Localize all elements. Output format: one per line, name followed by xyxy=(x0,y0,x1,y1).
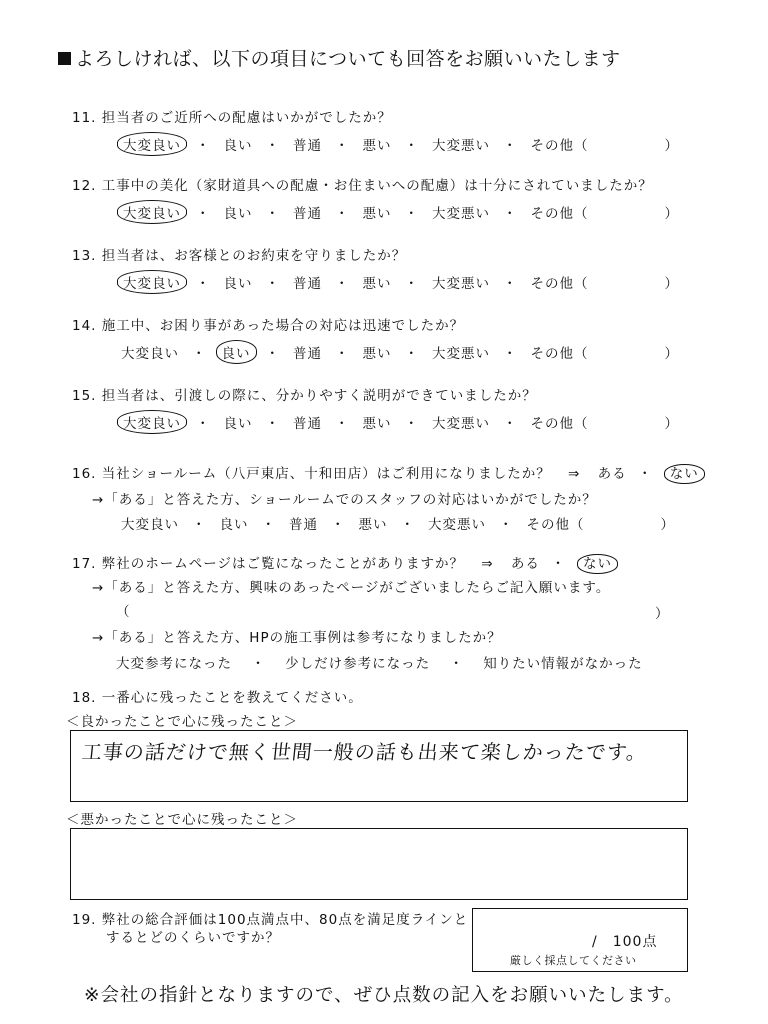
q14-option-5[interactable]: 大変悪い xyxy=(432,346,490,362)
separator-dot: ・ xyxy=(265,276,280,292)
question-15: 15. 担当者は、引渡しの際に、分かりやすく説明ができていましたか？ xyxy=(72,388,537,404)
separator-dot: ・ xyxy=(404,416,419,432)
q13-other-close: ） xyxy=(664,276,679,292)
q14-options xyxy=(117,340,679,364)
q15-options xyxy=(117,410,679,434)
page-title: よろしければ、以下の項目についても回答をお願いいたします xyxy=(58,44,621,71)
separator-dot: ・ xyxy=(335,346,350,362)
separator-dot: ・ xyxy=(192,346,207,362)
q16-option-1[interactable]: 大変良い xyxy=(121,517,179,533)
q13-option-2[interactable]: 良い xyxy=(223,276,253,292)
q11-option-5[interactable]: 大変悪い xyxy=(432,138,490,154)
q16-sub-question: →「ある」と答えた方、ショールームでのスタッフの対応はいかがでしたか？ xyxy=(92,492,597,508)
q11-other-close: ） xyxy=(664,138,679,154)
q15-option-4[interactable]: 悪い xyxy=(362,416,392,432)
question-18: 18. 一番心に残ったことを教えてください。 xyxy=(72,690,363,706)
q11-option-6[interactable]: その他（ xyxy=(530,138,589,154)
separator-dot: ・ xyxy=(503,416,518,432)
q17-yes[interactable]: ある xyxy=(510,556,540,572)
q16-other-close: ） xyxy=(660,517,675,533)
q12-option-2[interactable]: 良い xyxy=(223,206,253,222)
separator-dot: ・ xyxy=(499,517,514,533)
separator-dot: ・ xyxy=(503,206,518,222)
q16-yes[interactable]: ある xyxy=(597,466,627,482)
separator-dot: ・ xyxy=(404,346,419,362)
separator-dot: ・ xyxy=(400,517,415,533)
footer-note: ※会社の指針となりますので、ぜひ点数の記入をお願いいたします。 xyxy=(84,985,684,1006)
q12-option-3[interactable]: 普通 xyxy=(293,206,322,222)
q13-option-5[interactable]: 大変悪い xyxy=(432,276,490,292)
question-14: 14. 施工中、お困り事があった場合の対応は迅速でしたか？ xyxy=(72,318,465,334)
separator-dot: ・ xyxy=(335,206,350,222)
good-answer-text: 工事の話だけで無く世間一般の話も出来て楽しかったです。 xyxy=(80,740,649,764)
q15-option-2[interactable]: 良い xyxy=(223,416,253,432)
separator-dot: ・ xyxy=(404,206,419,222)
separator-dot: ・ xyxy=(192,517,207,533)
black-square-icon xyxy=(58,52,71,65)
q11-option-4[interactable]: 悪い xyxy=(362,138,392,154)
question-17: 17. 弊社のホームページはご覧になったことがありますか？ ⇒ ある ・ ない xyxy=(72,552,618,572)
q13-options xyxy=(117,270,679,294)
separator-dot: ・ xyxy=(261,517,276,533)
bad-answer-box[interactable] xyxy=(70,828,688,900)
q16-option-5[interactable]: 大変悪い xyxy=(428,517,486,533)
q12-option-4[interactable]: 悪い xyxy=(362,206,392,222)
question-19-line-1: 19. 弊社の総合評価は100点満点中、80点を満足度ラインと xyxy=(72,912,469,928)
separator-dot: ・ xyxy=(404,276,419,292)
separator-dot: ・ xyxy=(335,416,350,432)
separator-dot: ・ xyxy=(265,206,280,222)
q12-options xyxy=(117,200,679,224)
q17-choices: 大変参考になった ・ 少しだけ参考になった ・ 知りたい情報がなかった xyxy=(116,656,643,672)
bad-label: ＜悪かったことで心に残ったこと＞ xyxy=(66,812,298,828)
q17-no[interactable]: ない xyxy=(577,554,618,574)
q15-option-5[interactable]: 大変悪い xyxy=(432,416,490,432)
q14-other-close: ） xyxy=(664,346,679,362)
q17-choice-2[interactable]: 少しだけ参考になった xyxy=(285,656,431,672)
q12-other-close: ） xyxy=(664,206,679,222)
q17-sub-question-1: →「ある」と答えた方、興味のあったページがございましたらご記入願います。 xyxy=(92,580,611,596)
q13-option-1[interactable]: 大変良い xyxy=(117,270,187,294)
separator-dot: ・ xyxy=(196,138,211,154)
q15-option-1[interactable]: 大変良い xyxy=(117,410,187,434)
separator-dot: ・ xyxy=(196,416,211,432)
q14-option-6[interactable]: その他（ xyxy=(530,346,589,362)
q16-no[interactable]: ない xyxy=(664,464,705,484)
score-note: 厳しく採点してください xyxy=(510,954,637,967)
q17-paren-close: ） xyxy=(655,606,670,622)
separator-dot: ・ xyxy=(404,138,419,154)
q11-option-1[interactable]: 大変良い xyxy=(117,132,187,156)
question-13: 13. 担当者は、お客様とのお約束を守りましたか？ xyxy=(72,248,407,264)
score-text: / 100点 xyxy=(592,934,658,950)
q15-option-6[interactable]: その他（ xyxy=(530,416,589,432)
q11-option-2[interactable]: 良い xyxy=(223,138,253,154)
question-19-line-2: するとどのくらいですか？ xyxy=(106,930,280,946)
q11-options xyxy=(117,132,679,156)
question-11: 11. 担当者のご近所への配慮はいかがでしたか？ xyxy=(72,110,392,126)
q17-sub-question-2: →「ある」と答えた方、HPの施工事例は参考になりましたか？ xyxy=(92,630,502,646)
separator-dot: ・ xyxy=(196,276,211,292)
separator-dot: ・ xyxy=(196,206,211,222)
q17-choice-1[interactable]: 大変参考になった xyxy=(116,656,232,672)
q12-option-5[interactable]: 大変悪い xyxy=(432,206,490,222)
q13-option-4[interactable]: 悪い xyxy=(362,276,392,292)
q13-option-6[interactable]: その他（ xyxy=(530,276,589,292)
q16-options xyxy=(117,512,675,534)
q17-choice-3[interactable]: 知りたい情報がなかった xyxy=(483,656,643,672)
q12-option-6[interactable]: その他（ xyxy=(530,206,589,222)
q14-option-3[interactable]: 普通 xyxy=(293,346,322,362)
separator-dot: ・ xyxy=(265,346,280,362)
separator-dot: ・ xyxy=(503,346,518,362)
separator-dot: ・ xyxy=(335,138,350,154)
separator-dot: ・ xyxy=(503,138,518,154)
separator-dot: ・ xyxy=(335,276,350,292)
q16-option-3[interactable]: 普通 xyxy=(289,517,318,533)
q15-option-3[interactable]: 普通 xyxy=(293,416,322,432)
q12-option-1[interactable]: 大変良い xyxy=(117,200,187,224)
separator-dot: ・ xyxy=(331,517,346,533)
q13-option-3[interactable]: 普通 xyxy=(293,276,322,292)
q16-option-4[interactable]: 悪い xyxy=(358,517,388,533)
q16-option-2[interactable]: 良い xyxy=(219,517,249,533)
question-12: 12. 工事中の美化（家財道具への配慮・お住まいへの配慮）は十分にされていましたか？ xyxy=(72,178,653,194)
q11-option-3[interactable]: 普通 xyxy=(293,138,322,154)
q14-option-4[interactable]: 悪い xyxy=(362,346,392,362)
q17-paren-open: （ xyxy=(116,604,131,620)
good-label: ＜良かったことで心に残ったこと＞ xyxy=(66,714,298,730)
question-16: 16. 当社ショールーム（八戸東店、十和田店）はご利用になりましたか？ ⇒ ある ・ ない xyxy=(72,462,705,482)
separator-dot: ・ xyxy=(265,416,280,432)
separator-dot: ・ xyxy=(265,138,280,154)
q16-option-6[interactable]: その他（ xyxy=(526,517,585,533)
q14-option-1[interactable]: 大変良い xyxy=(121,346,179,362)
separator-dot: ・ xyxy=(503,276,518,292)
q15-other-close: ） xyxy=(664,416,679,432)
q14-option-2[interactable]: 良い xyxy=(216,340,257,364)
